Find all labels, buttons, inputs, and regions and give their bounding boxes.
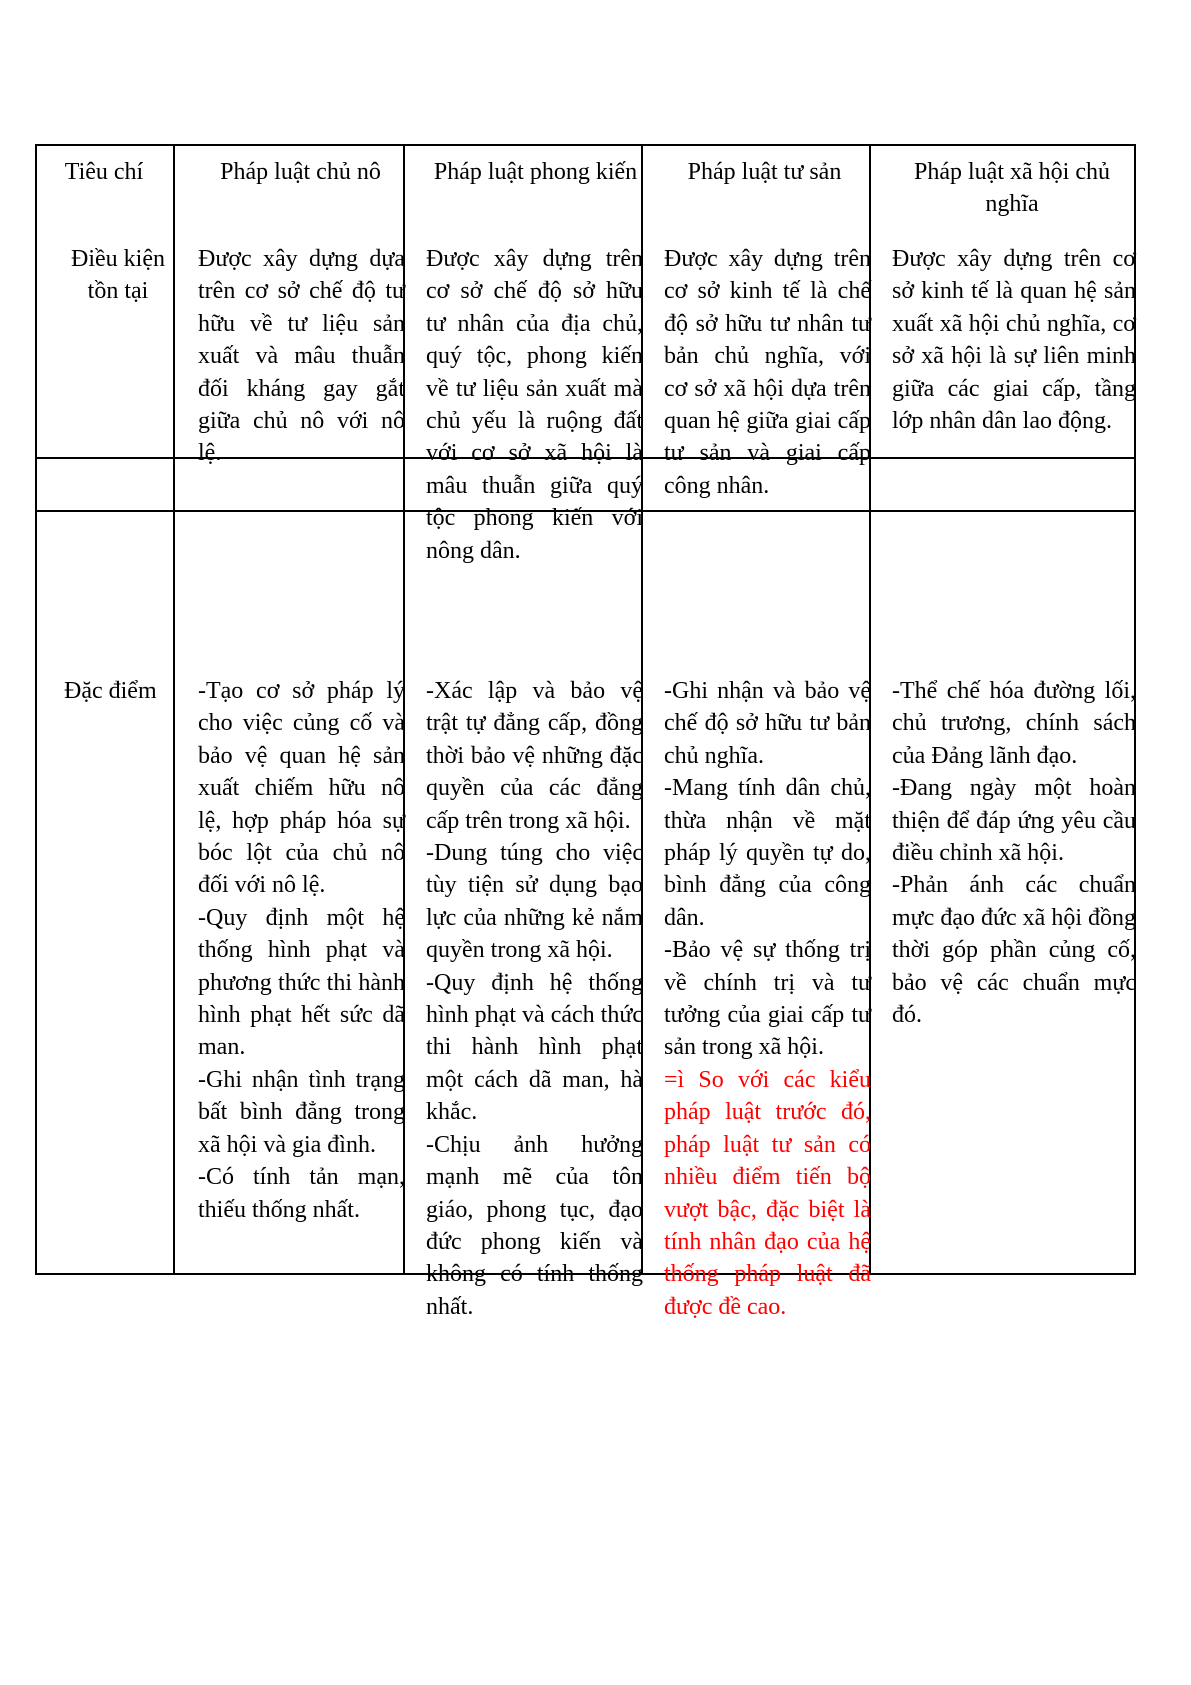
features-slave-item: -Quy định một hệ thống hình phạt và phương thức thi hành hình phạt hết sức dã man. <box>198 904 405 1061</box>
header-feudal-law-text: Pháp luật phong kiến <box>433 159 638 185</box>
conditions-feudal-text: Được xây dựng trên cơ sở chế độ sở hữu tư nhân của địa chủ, quý tộc, phong kiến về tư liệu sản xuất mà chủ yếu là ruộng đất với cơ sở xã hội là mâu thuẫn giữa quý tộc phong kiến với nông dân. <box>426 246 643 564</box>
features-slave-item: -Tạo cơ sở pháp lý cho việc củng cố và bảo vệ quan hệ sản xuất chiếm hữu nô lệ, hợp pháp hóa sự bóc lột của chủ nô đối với nô lệ. <box>198 678 405 899</box>
features-bourgeois-item: -Mang tính dân chủ, thừa nhận về mặt pháp lý quyền tự do, bình đẳng của công dân. <box>664 775 871 931</box>
conditions-socialist-text: Được xây dựng trên cơ sở kinh tế là quan hệ sản xuất xã hội chủ nghĩa, cơ sở xã hội là sự liên minh giữa các giai cấp, tầng lớp nhân dân lao động. <box>892 246 1136 435</box>
header-socialist-law <box>890 156 1134 221</box>
header-socialist-law-text: Pháp luật xã hội chủ nghĩa <box>914 159 1110 218</box>
features-slave-item: -Có tính tản mạn, thiếu thống nhất. <box>198 1164 405 1223</box>
features-socialist-item: -Phản ánh các chuẩn mực đạo đức xã hội đồng thời góp phần củng cố, bảo vệ các chuẩn mực đó. <box>892 872 1136 1029</box>
conditions-feudal <box>426 243 643 567</box>
features-feudal-item: -Xác lập và bảo vệ trật tự đẳng cấp, đồng thời bảo vệ những đặc quyền của các đẳng cấp trên trong xã hội. <box>426 678 643 834</box>
features-socialist-item: -Thể chế hóa đường lối, chủ trương, chính sách của Đảng lãnh đạo. <box>892 678 1136 769</box>
header-criteria <box>40 156 168 188</box>
header-feudal-law <box>430 156 641 188</box>
conditions-slave <box>198 243 405 470</box>
features-bourgeois-item: -Ghi nhận và bảo vệ chế độ sở hữu tư bản chủ nghĩa. <box>664 678 871 769</box>
features-bourgeois-note: =ì So với các kiểu pháp luật trước đó, pháp luật tư sản có nhiều điểm tiến bộ vượt bậc, đặc biệt là tính nhân đạo của hệ thống pháp luật đã được đề cao. <box>664 1066 871 1320</box>
header-bourgeois-law <box>662 156 867 188</box>
features-bourgeois-item: -Bảo vệ sự thống trị về chính trị và tư tưởng của giai cấp tư sản trong xã hội. <box>664 937 871 1061</box>
header-slave-law-text: Pháp luật chủ nô <box>220 159 381 185</box>
header-criteria-text: Tiêu chí <box>64 159 144 185</box>
features-slave-item: -Ghi nhận tình trạng bất bình đẳng trong xã hội và gia đình. <box>198 1066 405 1158</box>
features-socialist <box>892 675 1136 1031</box>
column-border-0 <box>35 144 37 1275</box>
features-feudal-item: -Dung túng cho việc tùy tiện sử dụng bạo lực của những kẻ nắm quyền trong xã hội. <box>426 840 643 964</box>
conditions-label <box>58 243 178 308</box>
conditions-bourgeois-text: Được xây dựng trên cơ sở kinh tế là chế độ sở hữu tư nhân tư bản chủ nghĩa, với cơ sở xã hội dựa trên quan hệ giữa giai cấp tư sản và giai cấp công nhân. <box>664 246 871 499</box>
features-slave <box>198 675 405 1226</box>
features-feudal-item: -Chịu ảnh hưởng mạnh mẽ của tôn giáo, phong tục, đạo đức phong kiến và không có tính thống nhất. <box>426 1131 643 1320</box>
conditions-socialist <box>892 243 1136 437</box>
conditions-bourgeois <box>664 243 871 502</box>
header-slave-law <box>198 156 403 188</box>
features-feudal-item: -Quy định hệ thống hình phạt và cách thức thi hành hình phạt một cách dã man, hà khắc. <box>426 969 643 1126</box>
conditions-label-text: Điều kiện tồn tại <box>71 246 165 305</box>
features-label-text: Đặc điểm <box>64 678 157 704</box>
features-bourgeois <box>664 675 871 1323</box>
table-top-border <box>36 144 1136 146</box>
features-feudal <box>426 675 643 1323</box>
conditions-slave-text: Được xây dựng dựa trên cơ sở chế độ tư hữu về tư liệu sản xuất và mâu thuẫn đối kháng gay gắt giữa chủ nô với nô lệ. <box>198 246 405 467</box>
features-label <box>64 675 176 707</box>
column-border-1 <box>173 144 175 1275</box>
header-bourgeois-law-text: Pháp luật tư sản <box>687 159 842 185</box>
features-socialist-item: -Đang ngày một hoàn thiện để đáp ứng yêu cầu điều chỉnh xã hội. <box>892 775 1136 867</box>
